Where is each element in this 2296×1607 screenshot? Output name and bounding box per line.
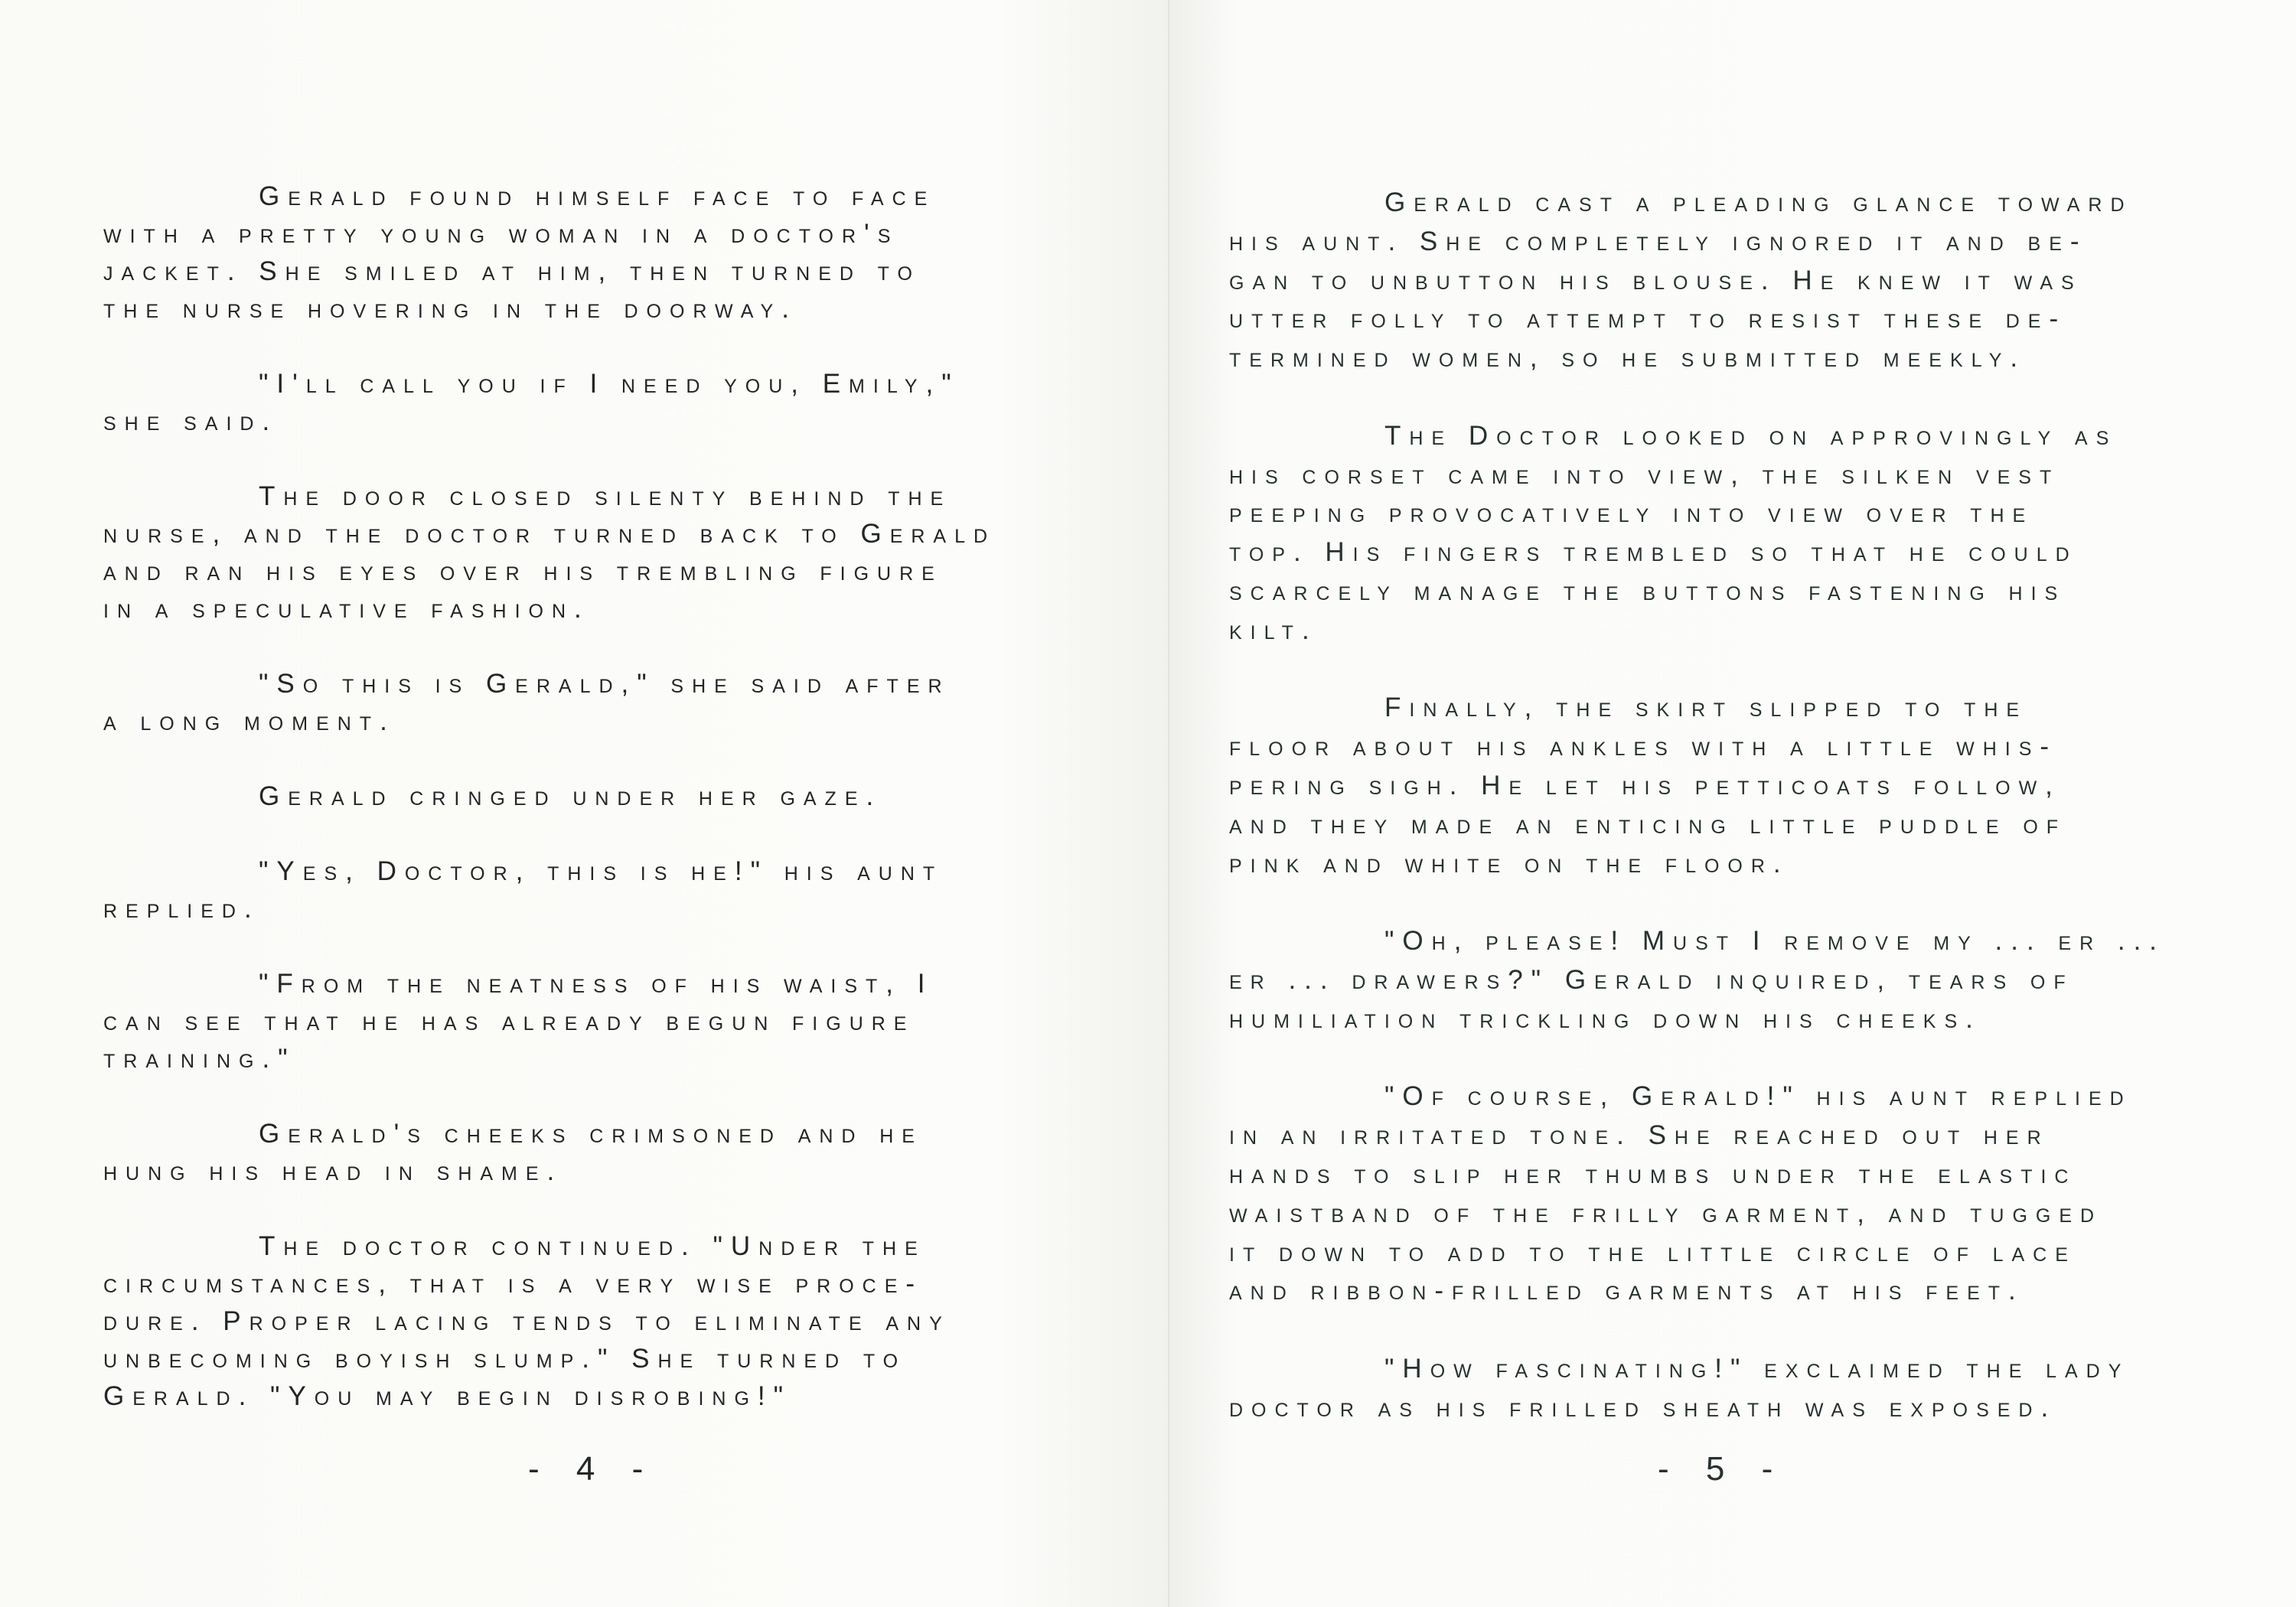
paragraph xyxy=(1229,1350,2165,1428)
text-line: Gerald cast a pleading glance toward xyxy=(1384,187,2133,217)
text-line: in an irritated tone. She reached out her xyxy=(1229,1120,2050,1151)
text-line: waistband of the frilly garment, and tugged xyxy=(1229,1198,2103,1228)
text-line: peeping provocatively into view over the xyxy=(1229,498,2034,529)
text-line: unbecoming boyish slump." She turned to xyxy=(103,1344,907,1374)
text-line: "So this is Gerald," she said after xyxy=(259,669,951,699)
text-line: training." xyxy=(103,1044,296,1074)
text-line: "I'll call you if I need you, Emily," xyxy=(259,369,960,399)
paragraph xyxy=(103,478,996,627)
text-line: pering sigh. He let his petticoats follow, xyxy=(1229,770,2061,800)
text-line: and they made an enticing little puddle of xyxy=(1229,809,2067,839)
text-line: Gerald found himself face to face xyxy=(259,181,936,211)
paragraph xyxy=(1229,689,2165,883)
text-line: gan to unbutton his blouse. He knew it was xyxy=(1229,265,2082,295)
right-page-text xyxy=(1229,184,2165,1466)
page-number: - 4 - xyxy=(528,1450,657,1488)
text-line: a long moment. xyxy=(103,706,396,736)
text-line: "How fascinating!" exclaimed the lady xyxy=(1384,1353,2130,1384)
text-line: Gerald cringed under her gaze. xyxy=(259,781,882,811)
text-line: floor about his ankles with a little whis- xyxy=(1229,732,2058,762)
paragraph xyxy=(103,365,996,440)
paragraph xyxy=(103,777,996,815)
text-line: The Doctor looked on approvingly as xyxy=(1384,420,2118,451)
text-line: "Oh, please! Must I remove my ... er ... xyxy=(1384,926,2166,957)
left-page-text xyxy=(103,178,996,1452)
text-line: hung his head in shame. xyxy=(103,1156,563,1186)
text-line: it down to add to the little circle of lace xyxy=(1229,1237,2076,1267)
text-line: his corset came into view, the silken vest xyxy=(1229,459,2060,490)
text-line: The door closed silenty behind the xyxy=(259,481,952,511)
paragraph xyxy=(1229,417,2165,650)
right-page xyxy=(1169,0,2296,1607)
text-line: utter folly to attempt to resist these de- xyxy=(1229,304,2067,334)
text-line: hands to slip her thumbs under the elastic xyxy=(1229,1159,2077,1189)
text-line: replied. xyxy=(103,894,260,924)
paragraph xyxy=(103,852,996,927)
text-line: humiliation trickling down his cheeks. xyxy=(1229,1003,1981,1034)
text-line: termined women, so he submitted meekly. xyxy=(1229,343,2027,373)
text-line: Gerald. "You may begin disrobing!" xyxy=(103,1381,792,1411)
paragraph xyxy=(1229,922,2165,1038)
paragraph xyxy=(103,965,996,1077)
text-line: the nurse hovering in the doorway. xyxy=(103,294,797,324)
text-line: and ran his eyes over his trembling figure xyxy=(103,556,943,586)
text-line: pink and white on the floor. xyxy=(1229,848,1789,878)
text-line: kilt. xyxy=(1229,614,1318,645)
paragraph xyxy=(103,1115,996,1190)
text-line: in a speculative fashion. xyxy=(103,594,590,624)
text-line: top. His fingers trembled so that he could xyxy=(1229,537,2078,568)
text-line: Finally, the skirt slipped to the xyxy=(1384,693,2028,723)
text-line: jacket. She smiled at him, then turned to xyxy=(103,256,921,286)
page-number: - 5 - xyxy=(1658,1450,1787,1488)
text-line: and ribbon-frilled garments at his feet. xyxy=(1229,1276,2024,1306)
text-line: circumstances, that is a very wise proce- xyxy=(103,1269,924,1299)
text-line: "Yes, Doctor, this is he!" his aunt xyxy=(259,856,944,886)
text-line: The doctor continued. "Under the xyxy=(259,1231,926,1261)
paragraph xyxy=(103,178,996,328)
text-line: Gerald's cheeks crimsoned and he xyxy=(259,1119,923,1149)
text-line: scarcely manage the buttons fastening his xyxy=(1229,575,2066,606)
paragraph xyxy=(1229,184,2165,378)
text-line: she said. xyxy=(103,406,279,436)
text-line: his aunt. She completely ignored it and be- xyxy=(1229,226,2088,256)
text-line: can see that he has already begun figure xyxy=(103,1006,915,1036)
text-line: "Of course, Gerald!" his aunt replied xyxy=(1384,1081,2132,1112)
text-line: dure. Proper lacing tends to eliminate any xyxy=(103,1306,951,1336)
paragraph xyxy=(103,1227,996,1415)
text-line: nurse, and the doctor turned back to Gerald xyxy=(103,519,996,549)
paragraph xyxy=(1229,1077,2165,1311)
text-line: er ... drawers?" Gerald inquired, tears of xyxy=(1229,964,2074,995)
paragraph xyxy=(103,665,996,740)
text-line: with a pretty young woman in a doctor's xyxy=(103,219,899,249)
text-line: doctor as his frilled sheath was exposed. xyxy=(1229,1392,2057,1423)
text-line: "From the neatness of his waist, I xyxy=(259,969,934,999)
